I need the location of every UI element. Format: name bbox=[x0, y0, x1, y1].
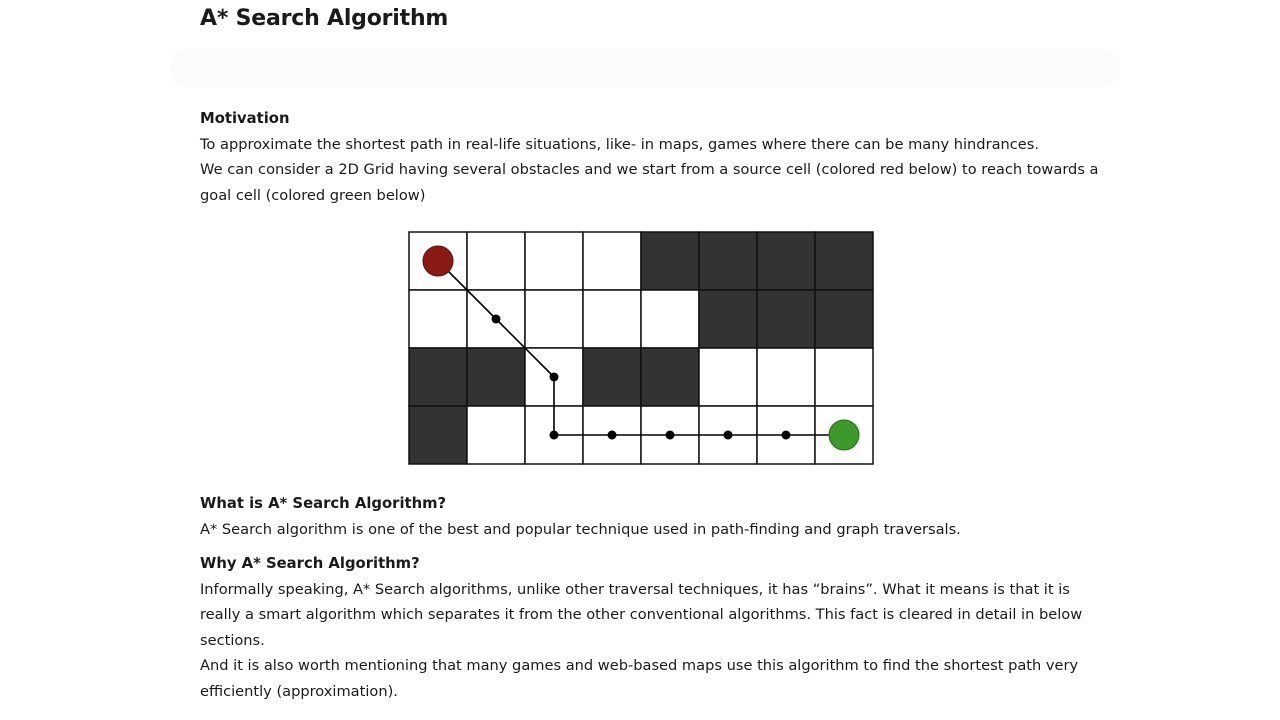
obstacle-cell bbox=[815, 232, 873, 290]
path-node bbox=[492, 315, 501, 324]
grid-cell bbox=[583, 232, 641, 290]
grid-cell bbox=[583, 290, 641, 348]
grid-cell bbox=[525, 232, 583, 290]
page-title: A* Search Algorithm bbox=[200, 6, 449, 31]
path-node bbox=[666, 431, 675, 440]
grid-cell bbox=[815, 348, 873, 406]
grid-cell bbox=[641, 290, 699, 348]
why-section bbox=[200, 551, 1100, 704]
what-is-text: A* Search algorithm is one of the best and popular technique used in path-finding and graph traversals. bbox=[200, 520, 961, 538]
path-node bbox=[608, 431, 617, 440]
grid-figure bbox=[408, 231, 875, 465]
why-text-2: And it is also worth mentioning that many games and web-based maps use this algorithm to find the shortest path very efficiently (approximation). bbox=[200, 657, 1079, 700]
obstacle-cell bbox=[699, 232, 757, 290]
why-heading: Why A* Search Algorithm? bbox=[200, 555, 420, 572]
grid-cell bbox=[699, 348, 757, 406]
why-text-1: Informally speaking, A* Search algorithms, unlike other traversal techniques, it has “brains”. What it means is that it is really a smart algorithm which separates it from the other conventional algorithms. This fact is cleared in detail in below sections. bbox=[200, 580, 1083, 649]
obstacle-cell bbox=[583, 348, 641, 406]
obstacle-cell bbox=[409, 348, 467, 406]
path-node bbox=[724, 431, 733, 440]
goal-cell-marker bbox=[829, 420, 859, 450]
motivation-section bbox=[200, 106, 1100, 208]
grid-cell bbox=[467, 232, 525, 290]
obstacle-cell bbox=[757, 290, 815, 348]
what-is-section bbox=[200, 491, 1100, 542]
what-is-heading: What is A* Search Algorithm? bbox=[200, 495, 447, 512]
motivation-line-1: To approximate the shortest path in real-life situations, like- in maps, games where there can be many hindrances. bbox=[200, 135, 1040, 153]
motivation-line-2: We can consider a 2D Grid having several obstacles and we start from a source cell (colored red below) to reach towards a goal cell (colored green below) bbox=[200, 161, 1099, 204]
source-cell-marker bbox=[423, 246, 453, 276]
grid-cell bbox=[409, 290, 467, 348]
grid-cell bbox=[525, 290, 583, 348]
obstacle-cell bbox=[699, 290, 757, 348]
path-node bbox=[550, 431, 559, 440]
obstacle-cell bbox=[757, 232, 815, 290]
obstacle-cell bbox=[409, 406, 467, 464]
obstacle-cell bbox=[467, 348, 525, 406]
path-node bbox=[550, 373, 559, 382]
ad-placeholder bbox=[170, 48, 1120, 88]
obstacle-cell bbox=[815, 290, 873, 348]
motivation-heading: Motivation bbox=[200, 110, 290, 127]
grid-diagram bbox=[408, 231, 875, 465]
obstacle-cell bbox=[641, 232, 699, 290]
grid-cell bbox=[757, 348, 815, 406]
grid-cell bbox=[467, 406, 525, 464]
path-node bbox=[782, 431, 791, 440]
obstacle-cell bbox=[641, 348, 699, 406]
